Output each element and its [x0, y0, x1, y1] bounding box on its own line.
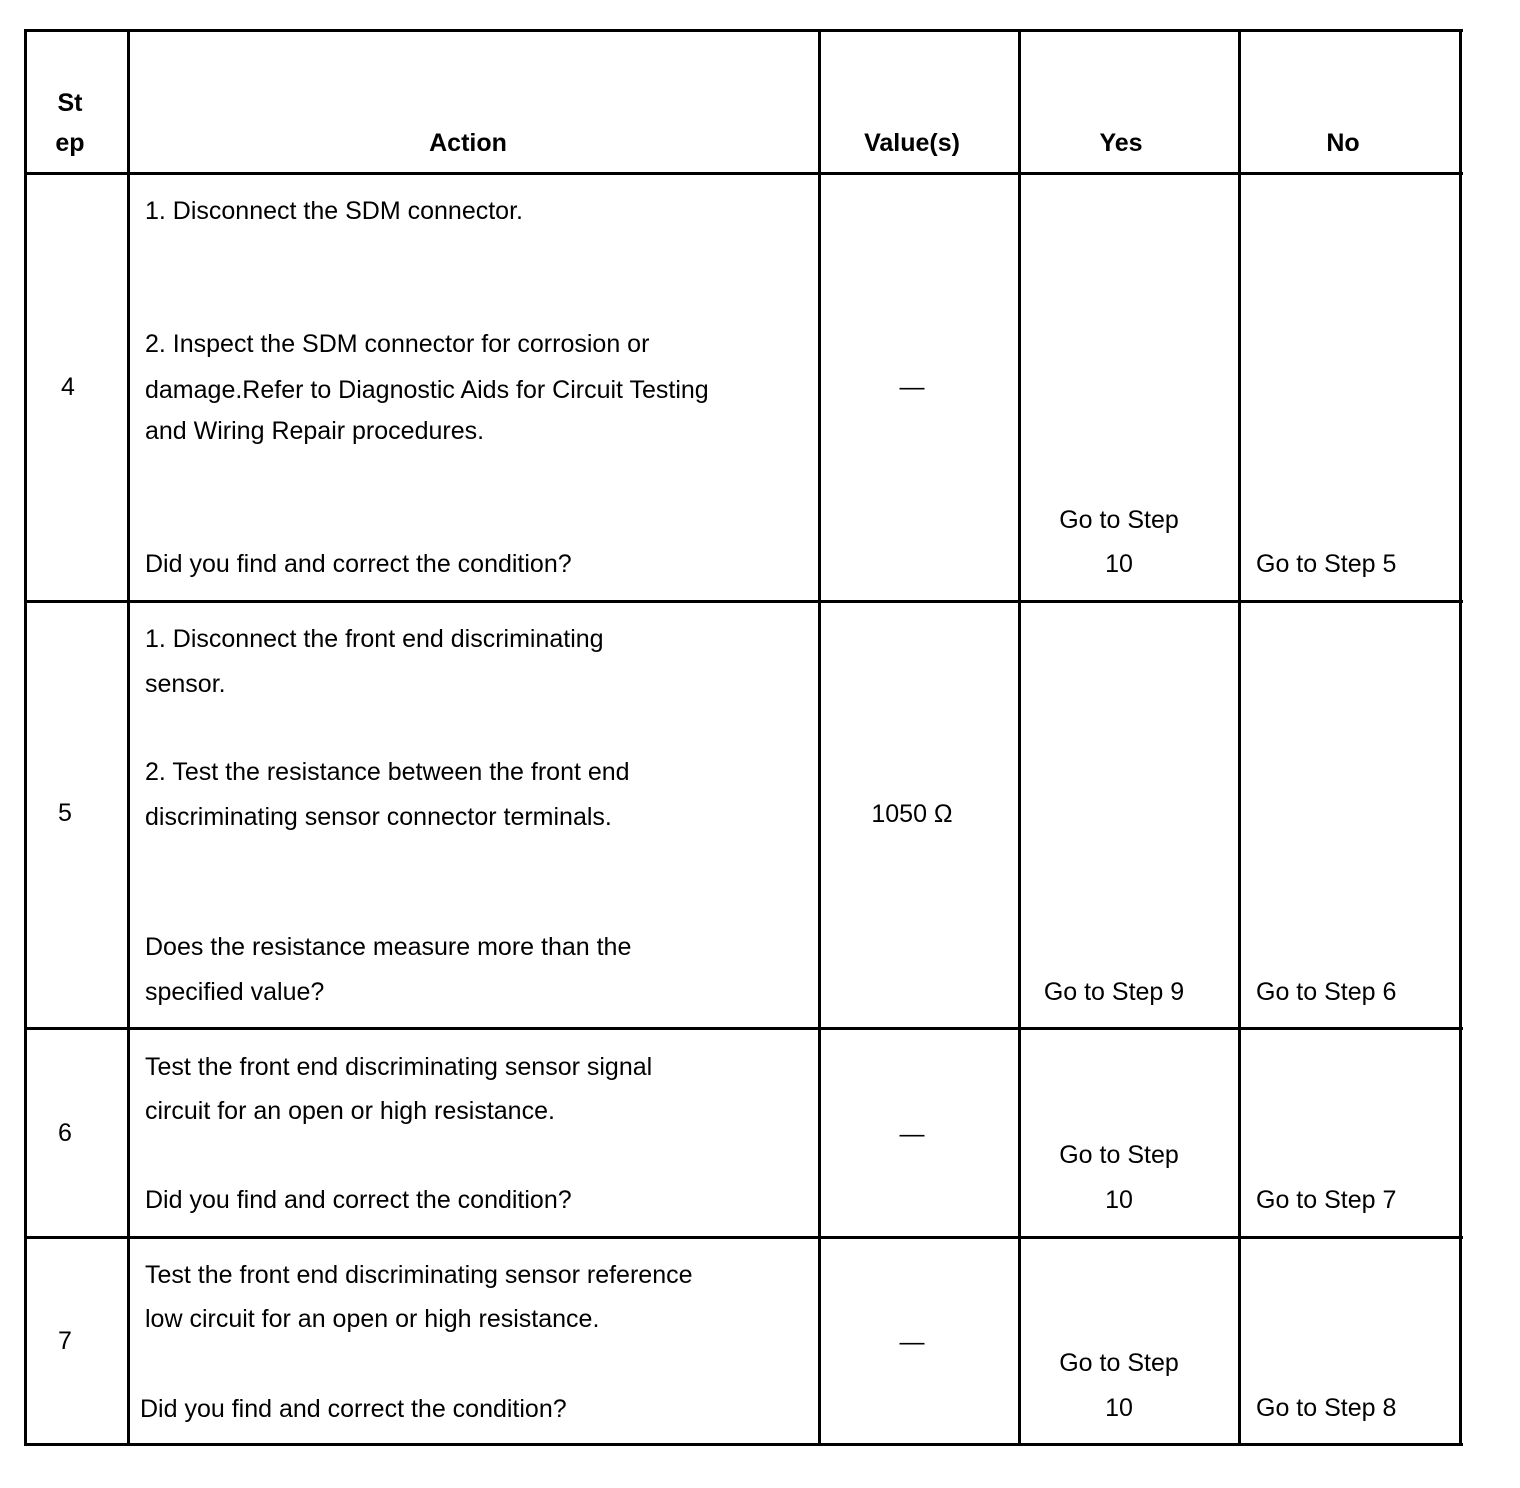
table-border-top	[24, 29, 1463, 32]
step-number: 5	[58, 799, 72, 827]
value-cell: —	[899, 1120, 925, 1148]
action-question: Does the resistance measure more than the	[145, 933, 632, 961]
yes-cell-line2: 10	[1105, 1186, 1133, 1214]
action-text: low circuit for an open or high resistance.	[145, 1305, 600, 1333]
header-action: Action	[429, 129, 507, 157]
action-question: specified value?	[145, 978, 325, 1006]
yes-cell-line1: Go to Step	[1059, 1349, 1179, 1377]
no-cell: Go to Step 5	[1256, 550, 1397, 578]
yes-cell-line2: 10	[1105, 550, 1133, 578]
action-question: Did you find and correct the condition?	[145, 1186, 572, 1214]
header-values: Value(s)	[864, 129, 960, 157]
yes-cell: Go to Step 9	[1043, 978, 1185, 1006]
row-divider	[24, 1027, 1463, 1030]
action-text: Test the front end discriminating sensor reference	[145, 1261, 693, 1289]
action-text: 1. Disconnect the front end discriminating	[145, 625, 604, 653]
no-cell: Go to Step 7	[1256, 1186, 1397, 1214]
yes-cell-line2: 10	[1105, 1394, 1133, 1422]
column-divider	[1018, 29, 1021, 1446]
value-cell: —	[899, 1328, 925, 1356]
no-cell: Go to Step 6	[1256, 978, 1397, 1006]
header-step-line1: St	[57, 89, 83, 117]
action-text: 2. Test the resistance between the front end	[145, 758, 630, 786]
table-border-left	[24, 29, 27, 1446]
row-divider	[24, 600, 1463, 603]
header-step-line2: ep	[55, 129, 85, 157]
action-text: and Wiring Repair procedures.	[145, 417, 485, 445]
row-divider	[24, 1236, 1463, 1239]
action-question: Did you find and correct the condition?	[145, 550, 572, 578]
table-border-bottom	[24, 1443, 1463, 1446]
column-divider	[818, 29, 821, 1446]
column-divider	[1238, 29, 1241, 1446]
yes-cell-line1: Go to Step	[1059, 506, 1179, 534]
no-cell: Go to Step 8	[1256, 1394, 1397, 1422]
header-step	[30, 89, 110, 157]
action-text: circuit for an open or high resistance.	[145, 1097, 555, 1125]
action-text: sensor.	[145, 670, 226, 698]
header-no: No	[1326, 129, 1360, 157]
action-question: Did you find and correct the condition?	[140, 1395, 567, 1423]
value-cell: —	[899, 373, 925, 401]
column-divider	[127, 29, 130, 1446]
action-text: damage.Refer to Diagnostic Aids for Circuit Testing	[145, 376, 709, 404]
table-border-right	[1459, 29, 1462, 1446]
row-divider	[24, 172, 1463, 175]
step-number: 7	[58, 1327, 72, 1355]
action-text: Test the front end discriminating sensor signal	[145, 1053, 653, 1081]
step-number: 6	[58, 1119, 72, 1147]
header-yes: Yes	[1099, 129, 1143, 157]
yes-cell-line1: Go to Step	[1059, 1141, 1179, 1169]
action-text: 1. Disconnect the SDM connector.	[145, 197, 523, 225]
step-number: 4	[61, 373, 75, 401]
action-text: 2. Inspect the SDM connector for corrosion or	[145, 330, 650, 358]
action-text: discriminating sensor connector terminals.	[145, 803, 612, 831]
value-cell: 1050 Ω	[871, 800, 953, 828]
